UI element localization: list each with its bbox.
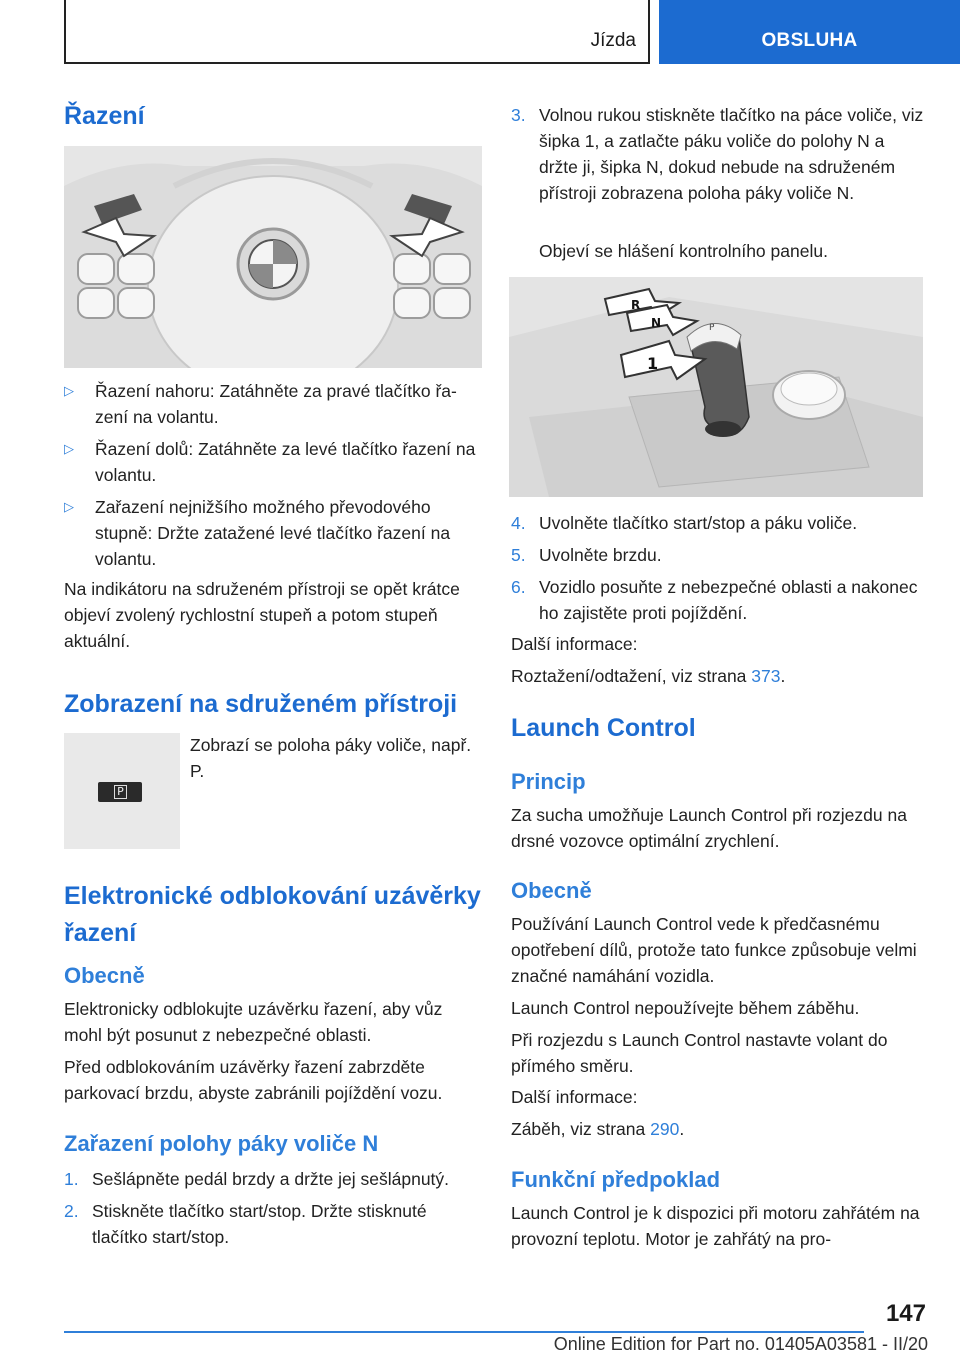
display-figure — [64, 733, 180, 849]
bullet-triangle-icon: ▷ — [64, 499, 74, 514]
gear-lever-illustration — [509, 277, 923, 497]
step-number: 6. — [511, 577, 526, 597]
step-item — [511, 574, 927, 626]
paragraph-objevi: Objeví se hlášení kontrolního panelu. — [539, 241, 828, 261]
heading-obecne: Obecně — [511, 878, 592, 903]
paragraph-rozjezdu: Při rozjezdu s Launch Control nastavte volant do přímého směru. — [511, 1030, 888, 1076]
step-item — [511, 102, 927, 206]
bullet-item — [64, 378, 482, 430]
step-item — [64, 1198, 482, 1250]
paragraph-dalsi: Další informace: — [511, 1087, 638, 1107]
heading-elektronicke: Elektronické odblokování uzávěrky řazení — [64, 882, 481, 947]
step-text: Vozidlo posuňte z nebezpečné oblasti a nakonec ho zajistěte proti pojíždění. — [539, 577, 918, 623]
bullet-text: Řazení nahoru: Zatáhněte za pravé tlačítko řazení na volantu. — [95, 381, 457, 427]
paragraph-zobrazi: Zobrazí se poloha páky voliče, např. P. — [190, 735, 472, 781]
roztazeni-text: Roztažení/odtažení, viz strana — [511, 666, 747, 686]
heading-zarazeni: Zařazení polohy páky voliče N — [64, 1131, 379, 1156]
step-text: Stiskněte tlačítko start/stop. Držte stisknuté tlačítko start/stop. — [92, 1201, 427, 1247]
paragraph-roztazeni: Roztažení/odtažení, viz strana 373. — [511, 666, 786, 686]
page-link-290[interactable]: 290 — [650, 1119, 680, 1139]
step-item — [511, 510, 927, 536]
bullet-item — [64, 494, 482, 572]
bullet-text: Zařazení nejnižšího možného převodového stupně: Držte zatažené levé tlačítko řazení na volantu. — [95, 497, 451, 569]
step-text: Uvolněte tlačítko start/stop a páku voliče. — [539, 513, 858, 533]
bullet-triangle-icon: ▷ — [64, 441, 74, 456]
bullet-item — [64, 436, 482, 488]
arrow-1-label: 1 — [647, 354, 659, 373]
paragraph-elektronicky: Elektronicky odblokujte uzávěrku řazení, aby vůz mohl být posunut z nebezpečné oblasti. — [64, 999, 443, 1045]
step-number: 4. — [511, 513, 526, 533]
step-text: Uvolněte brzdu. — [539, 545, 662, 565]
step-number: 1. — [64, 1169, 79, 1189]
page-link-373[interactable]: 373 — [751, 666, 781, 686]
paragraph-nepouzivejte: Launch Control nepoužívejte během záběhu. — [511, 998, 860, 1018]
header-chapter-title: OBSLUHA — [761, 30, 858, 51]
steering-wheel-figure — [64, 146, 482, 368]
heading-princip: Princip — [511, 769, 586, 794]
step-number: 2. — [64, 1201, 79, 1221]
heading-zobrazeni: Zobrazení na sdruženém přístroji — [64, 690, 458, 718]
header-section-box — [64, 0, 650, 64]
page-number: 147 — [885, 1300, 926, 1327]
arrow-n-label: N — [651, 316, 662, 330]
paragraph-zabeh: Záběh, viz strana 290. — [511, 1119, 685, 1139]
gear-lever-figure — [509, 277, 923, 497]
step-number: 3. — [511, 105, 526, 125]
step-item — [511, 542, 927, 568]
heading-funkcni-predpoklad: Funkční předpoklad — [511, 1167, 721, 1192]
paragraph-pouzivani: Používání Launch Control vede k předčasnému opotřebení dílů, protože tato funkce způsobuje velmi značné namáhání vozidla. — [511, 914, 917, 986]
footer-edition: Online Edition for Part no. 01405A03581 - II/20 — [553, 1334, 928, 1354]
step-text: Volnou rukou stiskněte tlačítko na páce voliče, viz šipka 1, a zatlačte páku voliče do polohy N a držte ji, šipka N, dokud nebude na sdruženém přístroji zobrazena poloha páky voliče N. — [539, 105, 924, 203]
header-chapter-tab[interactable] — [659, 0, 960, 64]
zabeh-text: Záběh, viz strana — [511, 1119, 646, 1139]
step-number: 5. — [511, 545, 526, 565]
paragraph-pred: Před odblokováním uzávěrky řazení zabrzděte parkovací brzdu, abyste zabránili pojíždění vozu. — [64, 1057, 443, 1103]
bullet-triangle-icon: ▷ — [64, 383, 74, 398]
arrow-r-label: R — [631, 298, 641, 312]
heading-obecne: Obecně — [64, 963, 145, 988]
footer-divider — [64, 1331, 864, 1333]
paragraph-predpoklad: Launch Control je k dispozici při motoru zahřátém na provozní teplotu. Motor je zahřátý na pro- — [511, 1203, 920, 1249]
heading-razeni: Řazení — [64, 102, 145, 130]
steering-wheel-illustration — [64, 146, 482, 368]
step-item — [64, 1166, 482, 1192]
gear-letter: P — [114, 785, 127, 799]
step-text: Sešlápněte pedál brzdy a držte jej sešlápnutý. — [92, 1169, 450, 1189]
bullet-text: Řazení dolů: Zatáhněte za levé tlačítko řazení na volantu. — [95, 439, 476, 485]
gear-display-icon — [98, 782, 142, 802]
heading-launch-control: Launch Control — [511, 714, 696, 742]
header-section-title: Jízda — [590, 30, 636, 51]
lever-p-label: P — [709, 323, 715, 333]
paragraph-indikator: Na indikátoru na sdruženém přístroji se opět krátce objeví zvolený rychlostní stupeň a potom stupeň aktuální. — [64, 579, 460, 651]
paragraph-dalsi: Další informace: — [511, 634, 638, 654]
paragraph-princip: Za sucha umožňuje Launch Control při rozjezdu na drsné vozovce optimální zrychlení. — [511, 805, 907, 851]
